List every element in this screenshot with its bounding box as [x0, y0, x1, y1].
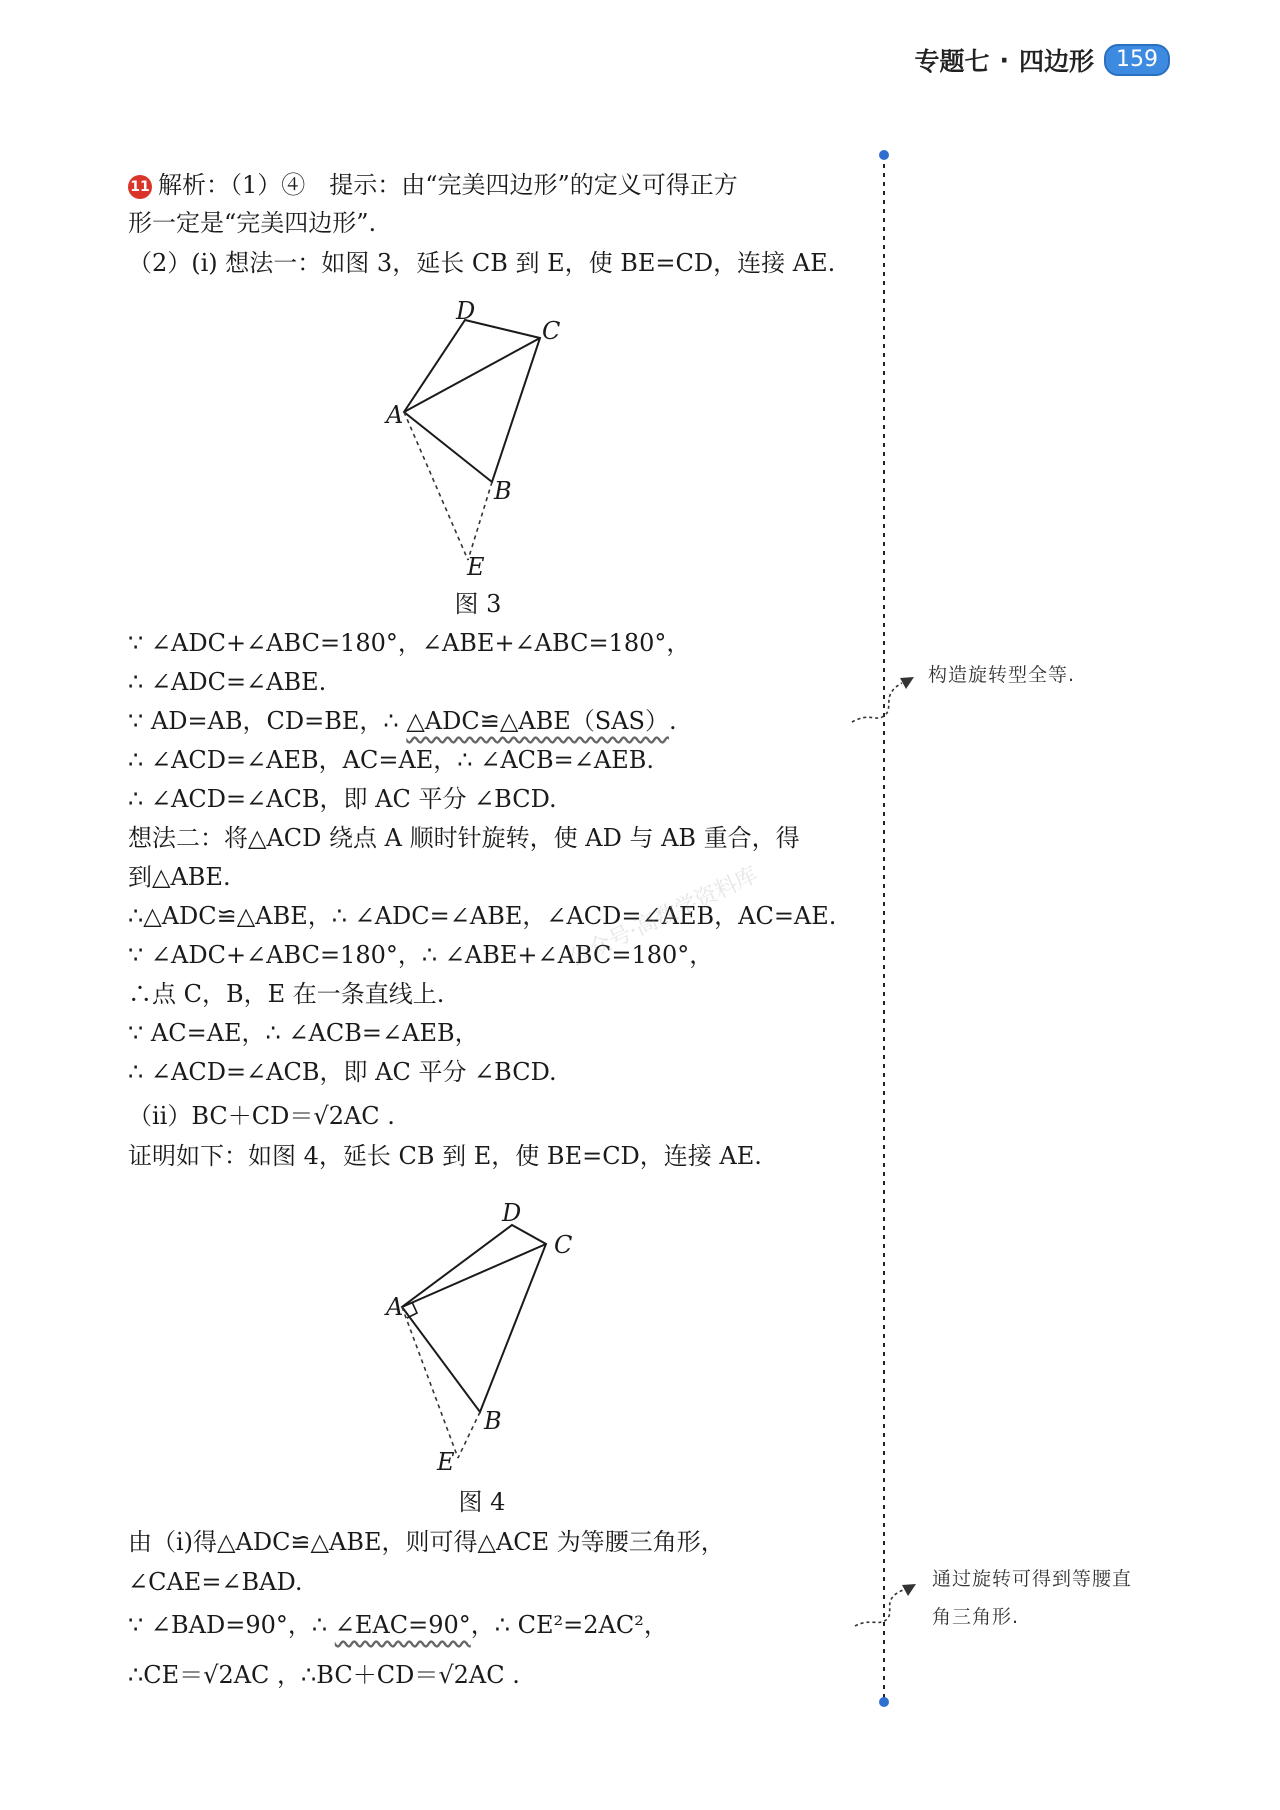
solution-line-20: ∵ ∠BAD=90°，∴ ∠EAC=90°，∴ CE²=2AC²， [128, 1611, 668, 1639]
fig3-label-a: A [386, 401, 404, 429]
fig4-label-c: C [554, 1231, 573, 1259]
solution-line-9: 想法二：将△ACD 绕点 A 顺时针旋转，使 AD 与 AB 重合，得 [128, 824, 800, 852]
note2-arrow-icon [855, 1590, 903, 1626]
solution-line-8: ∴ ∠ACD=∠ACB，即 AC 平分 ∠BCD. [128, 785, 557, 813]
note1-arrow-icon [852, 683, 902, 722]
chapter-title: 专题七 [914, 47, 990, 76]
solution-line-12: ∵ ∠ADC+∠ABC=180°，∴ ∠ABE+∠ABC=180°， [128, 941, 714, 969]
solution-line-16: （ⅱ）BC＋CD＝√2AC . [128, 1102, 395, 1130]
solution-line-10: 到△ABE. [128, 863, 231, 891]
solution-line-6: ∵ AD=AB，CD=BE，∴ △ADC≌△ABE（SAS）. [128, 707, 677, 735]
fig3-label-c: C [542, 317, 561, 345]
note1-arrowhead-icon [900, 677, 914, 689]
figure-4 [402, 1225, 546, 1458]
wavy-underline-congruence: △ADC≌△ABE（SAS） [406, 707, 669, 735]
solution-line-7: ∴ ∠ACD=∠AEB，AC=AE，∴ ∠ACB=∠AEB. [128, 746, 654, 774]
page-number-badge: 159 [1104, 44, 1170, 76]
side-note-2-line-2: 角三角形. [932, 1606, 1020, 1628]
solution-line-14: ∵ AC=AE，∴ ∠ACB=∠AEB， [128, 1019, 479, 1047]
solution-line-2: 形一定是“完美四边形”. [128, 209, 377, 237]
watermark: 公众号·高数学资料库 [565, 862, 762, 972]
fig4-label-a: A [386, 1293, 404, 1321]
fig3-label-d: D [456, 297, 476, 325]
solution-line-11: ∴△ADC≌△ABE，∴ ∠ADC=∠ABE，∠ACD=∠AEB，AC=AE. [128, 902, 837, 930]
problem-number-icon: 11 [128, 175, 152, 199]
figure-3-caption: 图 3 [454, 590, 502, 618]
divider-top-dot [879, 150, 889, 160]
solution-line-5: ∴ ∠ADC=∠ABE. [128, 668, 327, 696]
figure-4-caption: 图 4 [458, 1488, 506, 1516]
solution-line-15: ∴ ∠ACD=∠ACB，即 AC 平分 ∠BCD. [128, 1058, 557, 1086]
solution-line-18: 由（ⅰ)得△ADC≌△ABE，则可得△ACE 为等腰三角形， [128, 1528, 725, 1556]
side-note-1: 构造旋转型全等. [928, 664, 1076, 686]
fig4-label-b: B [484, 1407, 502, 1435]
solution-line-21: ∴CE＝√2AC ，∴BC＋CD＝√2AC . [128, 1661, 520, 1689]
figure-3 [404, 320, 540, 560]
section-title: 四边形 [1018, 47, 1094, 76]
solution-line-13: ∴点 C，B，E 在一条直线上. [128, 980, 445, 1008]
fig4-label-d: D [502, 1199, 522, 1227]
fig3-label-b: B [494, 477, 512, 505]
solution-line-17: 证明如下：如图 4，延长 CB 到 E，使 BE=CD，连接 AE. [128, 1142, 762, 1170]
solution-line-19: ∠CAE=∠BAD. [128, 1568, 303, 1596]
solution-line-1: 11 解析：（1）④ 提示：由“完美四边形”的定义可得正方 [128, 168, 738, 202]
solution-line-4: ∵ ∠ADC+∠ABC=180°，∠ABE+∠ABC=180°， [128, 629, 691, 657]
side-note-2-line-1: 通过旋转可得到等腰直 [932, 1568, 1133, 1590]
divider-bottom-dot [879, 1697, 889, 1707]
solution-line-3: （2）(ⅰ) 想法一：如图 3，延长 CB 到 E，使 BE=CD，连接 AE. [128, 249, 836, 277]
note2-arrowhead-icon [902, 1584, 916, 1596]
wavy-underline-right-angle: ∠EAC=90° [334, 1611, 471, 1639]
fig4-label-e: E [437, 1448, 455, 1476]
header-dot: · [999, 45, 1009, 75]
fig3-label-e: E [467, 553, 485, 581]
